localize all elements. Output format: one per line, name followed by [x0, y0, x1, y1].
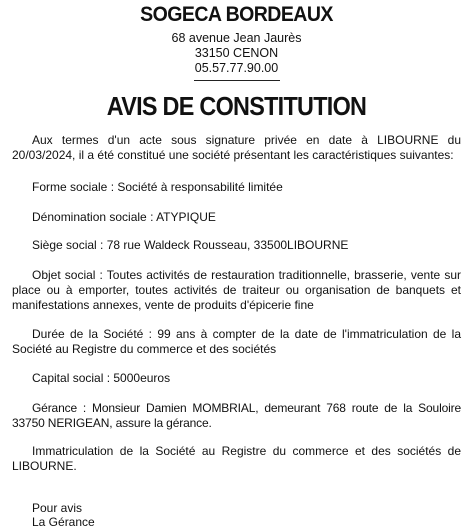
company-denomination-line: Dénomination sociale : ATYPIQUE	[32, 210, 216, 224]
notice-title: AVIS DE CONSTITUTION	[106, 91, 367, 121]
company-name: SOGECA BORDEAUX	[140, 3, 333, 26]
corporate-purpose-paragraph: Objet social : Toutes activités de restauration traditionnelle, brasserie, vente sur place ou à emporter, toutes activités de traiteur ou organisation de banquets et manifestations annexes, vente de produits d'épicerie fine	[12, 268, 461, 312]
registration-paragraph: Immatriculation de la Société au Registre du commerce et des sociétés de LIBOURNE.	[12, 444, 461, 473]
legal-form-line: Forme sociale : Société à responsabilité limitée	[32, 180, 283, 194]
closing-line: Pour avis	[32, 501, 83, 515]
intro-paragraph: Aux termes d'un acte sous signature privée en date à LIBOURNE du 20/03/2024, il a été constitué une société présentant les caractéristiques suivantes:	[12, 133, 461, 162]
share-capital-line: Capital social : 5000euros	[32, 371, 171, 385]
header-divider	[194, 80, 280, 81]
management-paragraph: Gérance : Monsieur Damien MOMBRIAL, demeurant 768 route de la Souloire 33750 NERIGEAN, assure la gérance.	[12, 401, 461, 430]
company-phone: 05.57.77.90.00	[194, 61, 279, 75]
company-address-street: 68 avenue Jean Jaurès	[171, 31, 302, 45]
duration-paragraph: Durée de la Société : 99 ans à compter de la date de l'immatriculation de la Société au Registre du commerce et des sociétés	[12, 327, 461, 356]
registered-office-line: Siège social : 78 rue Waldeck Rousseau, 33500LIBOURNE	[32, 238, 349, 252]
company-address-city: 33150 CENON	[194, 46, 279, 60]
signature-line: La Gérance	[32, 515, 95, 529]
